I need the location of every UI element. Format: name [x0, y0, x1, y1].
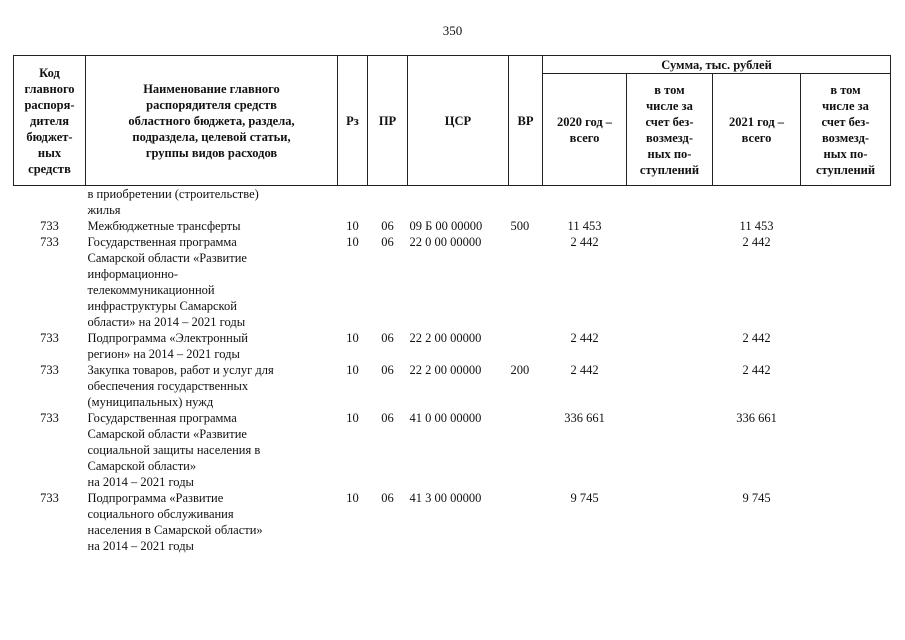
header-code: Код главного распоря- дителя бюджет- ных средств	[14, 56, 86, 186]
cell-name: Закупка товаров, работ и услуг для обеспечения государственных (муниципальных) нужд	[87, 363, 274, 409]
cell-code: 733	[40, 219, 59, 233]
cell-2020-bezvozmezd	[627, 410, 713, 490]
cell-2021-bezvozmezd	[801, 410, 891, 490]
table-row	[14, 234, 891, 330]
cell-name: Подпрограмма «Электронный регион» на 2014 – 2021 годы	[87, 331, 248, 361]
cell-2021-total: 9 745	[742, 491, 771, 505]
header-csr: ЦСР	[408, 56, 509, 186]
cell-rz: 10	[346, 331, 359, 345]
cell-vr	[509, 330, 543, 362]
cell-2020-bezvozmezd	[627, 234, 713, 330]
cell-2021-bezvozmezd	[801, 234, 891, 330]
header-name: Наименование главного распорядителя средств областного бюджета, раздела, подраздела, целевой статьи, группы видов расходов	[86, 56, 338, 186]
cell-code: 733	[40, 235, 59, 249]
table-row	[14, 330, 891, 362]
cell-code	[14, 186, 86, 219]
page-number: 350	[442, 23, 463, 38]
cell-2021-total: 336 661	[736, 411, 777, 425]
cell-2021-total	[713, 186, 801, 219]
cell-2021-bezvozmezd	[801, 362, 891, 410]
cell-name: Межбюджетные трансферты	[87, 219, 241, 233]
cell-pr: 06	[381, 491, 394, 505]
cell-2020-bezvozmezd	[627, 330, 713, 362]
cell-csr: 22 2 00 00000	[409, 331, 482, 345]
cell-pr: 06	[381, 219, 394, 233]
cell-csr: 09 Б 00 00000	[409, 219, 483, 233]
header-sum: Сумма, тыс. рублей	[543, 56, 891, 74]
table-row	[14, 490, 891, 554]
cell-2021-total: 11 453	[739, 219, 774, 233]
cell-vr: 500	[510, 219, 530, 233]
cell-2021-bezvozmezd	[801, 490, 891, 554]
cell-vr: 200	[510, 363, 530, 377]
cell-vr	[509, 234, 543, 330]
cell-2020-bezvozmezd	[627, 362, 713, 410]
cell-rz	[338, 186, 368, 219]
cell-name: Государственная программа Самарской области «Развитие социальной защиты населения в Самарской области» на 2014 – 2021 годы	[87, 411, 261, 489]
cell-2021-total: 2 442	[742, 331, 771, 345]
cell-rz: 10	[346, 363, 359, 377]
header-2020-total: 2020 год – всего	[543, 74, 627, 186]
cell-2020-total: 336 661	[564, 411, 605, 425]
header-2021-bezvozmezd: в том числе за счет без- возмезд- ных по- ступлений	[801, 74, 891, 186]
cell-vr	[509, 186, 543, 219]
cell-code: 733	[40, 491, 59, 505]
budget-table	[13, 55, 891, 554]
header-pr: ПР	[368, 56, 408, 186]
table-row	[14, 186, 891, 219]
cell-code: 733	[40, 411, 59, 425]
cell-name: Подпрограмма «Развитие социального обслуживания населения в Самарской области» на 2014 – 2021 годы	[87, 491, 263, 553]
cell-2020-bezvozmezd	[627, 490, 713, 554]
cell-2020-bezvozmezd	[627, 186, 713, 219]
cell-csr: 22 2 00 00000	[409, 363, 482, 377]
cell-2020-total	[543, 186, 627, 219]
header-rz: Рз	[338, 56, 368, 186]
header-2021-total: 2021 год – всего	[713, 74, 801, 186]
cell-2020-total: 9 745	[570, 491, 599, 505]
cell-2021-total: 2 442	[742, 363, 771, 377]
cell-name: Государственная программа Самарской области «Развитие информационно- телекоммуникационной инфраструктуры Самарской области» на 2014 – 2021 годы	[87, 235, 247, 329]
table-row	[14, 362, 891, 410]
header-2020-bezvozmezd: в том числе за счет без- возмезд- ных по- ступлений	[627, 74, 713, 186]
cell-2020-total: 2 442	[570, 235, 599, 249]
header-vr: ВР	[509, 56, 543, 186]
cell-code: 733	[40, 331, 59, 345]
cell-pr: 06	[381, 363, 394, 377]
cell-2020-total: 2 442	[570, 363, 599, 377]
cell-rz: 10	[346, 235, 359, 249]
cell-rz: 10	[346, 411, 359, 425]
table-body	[14, 186, 891, 555]
cell-2020-total: 11 453	[567, 219, 602, 233]
cell-2021-bezvozmezd	[801, 218, 891, 234]
cell-2021-bezvozmezd	[801, 330, 891, 362]
cell-rz: 10	[346, 491, 359, 505]
cell-code: 733	[40, 363, 59, 377]
cell-pr: 06	[381, 411, 394, 425]
cell-pr: 06	[381, 235, 394, 249]
cell-name: в приобретении (строительстве) жилья	[87, 187, 259, 217]
cell-2020-total: 2 442	[570, 331, 599, 345]
cell-pr: 06	[381, 331, 394, 345]
cell-pr	[368, 186, 408, 219]
cell-2021-total: 2 442	[742, 235, 771, 249]
cell-csr: 41 0 00 00000	[409, 411, 482, 425]
cell-2021-bezvozmezd	[801, 186, 891, 219]
cell-csr	[408, 186, 509, 219]
cell-vr	[509, 410, 543, 490]
cell-csr: 22 0 00 00000	[409, 235, 482, 249]
cell-csr: 41 3 00 00000	[409, 491, 482, 505]
table-row	[14, 218, 891, 234]
cell-2020-bezvozmezd	[627, 218, 713, 234]
cell-rz: 10	[346, 219, 359, 233]
table-row	[14, 410, 891, 490]
cell-vr	[509, 490, 543, 554]
table-header	[14, 56, 891, 186]
